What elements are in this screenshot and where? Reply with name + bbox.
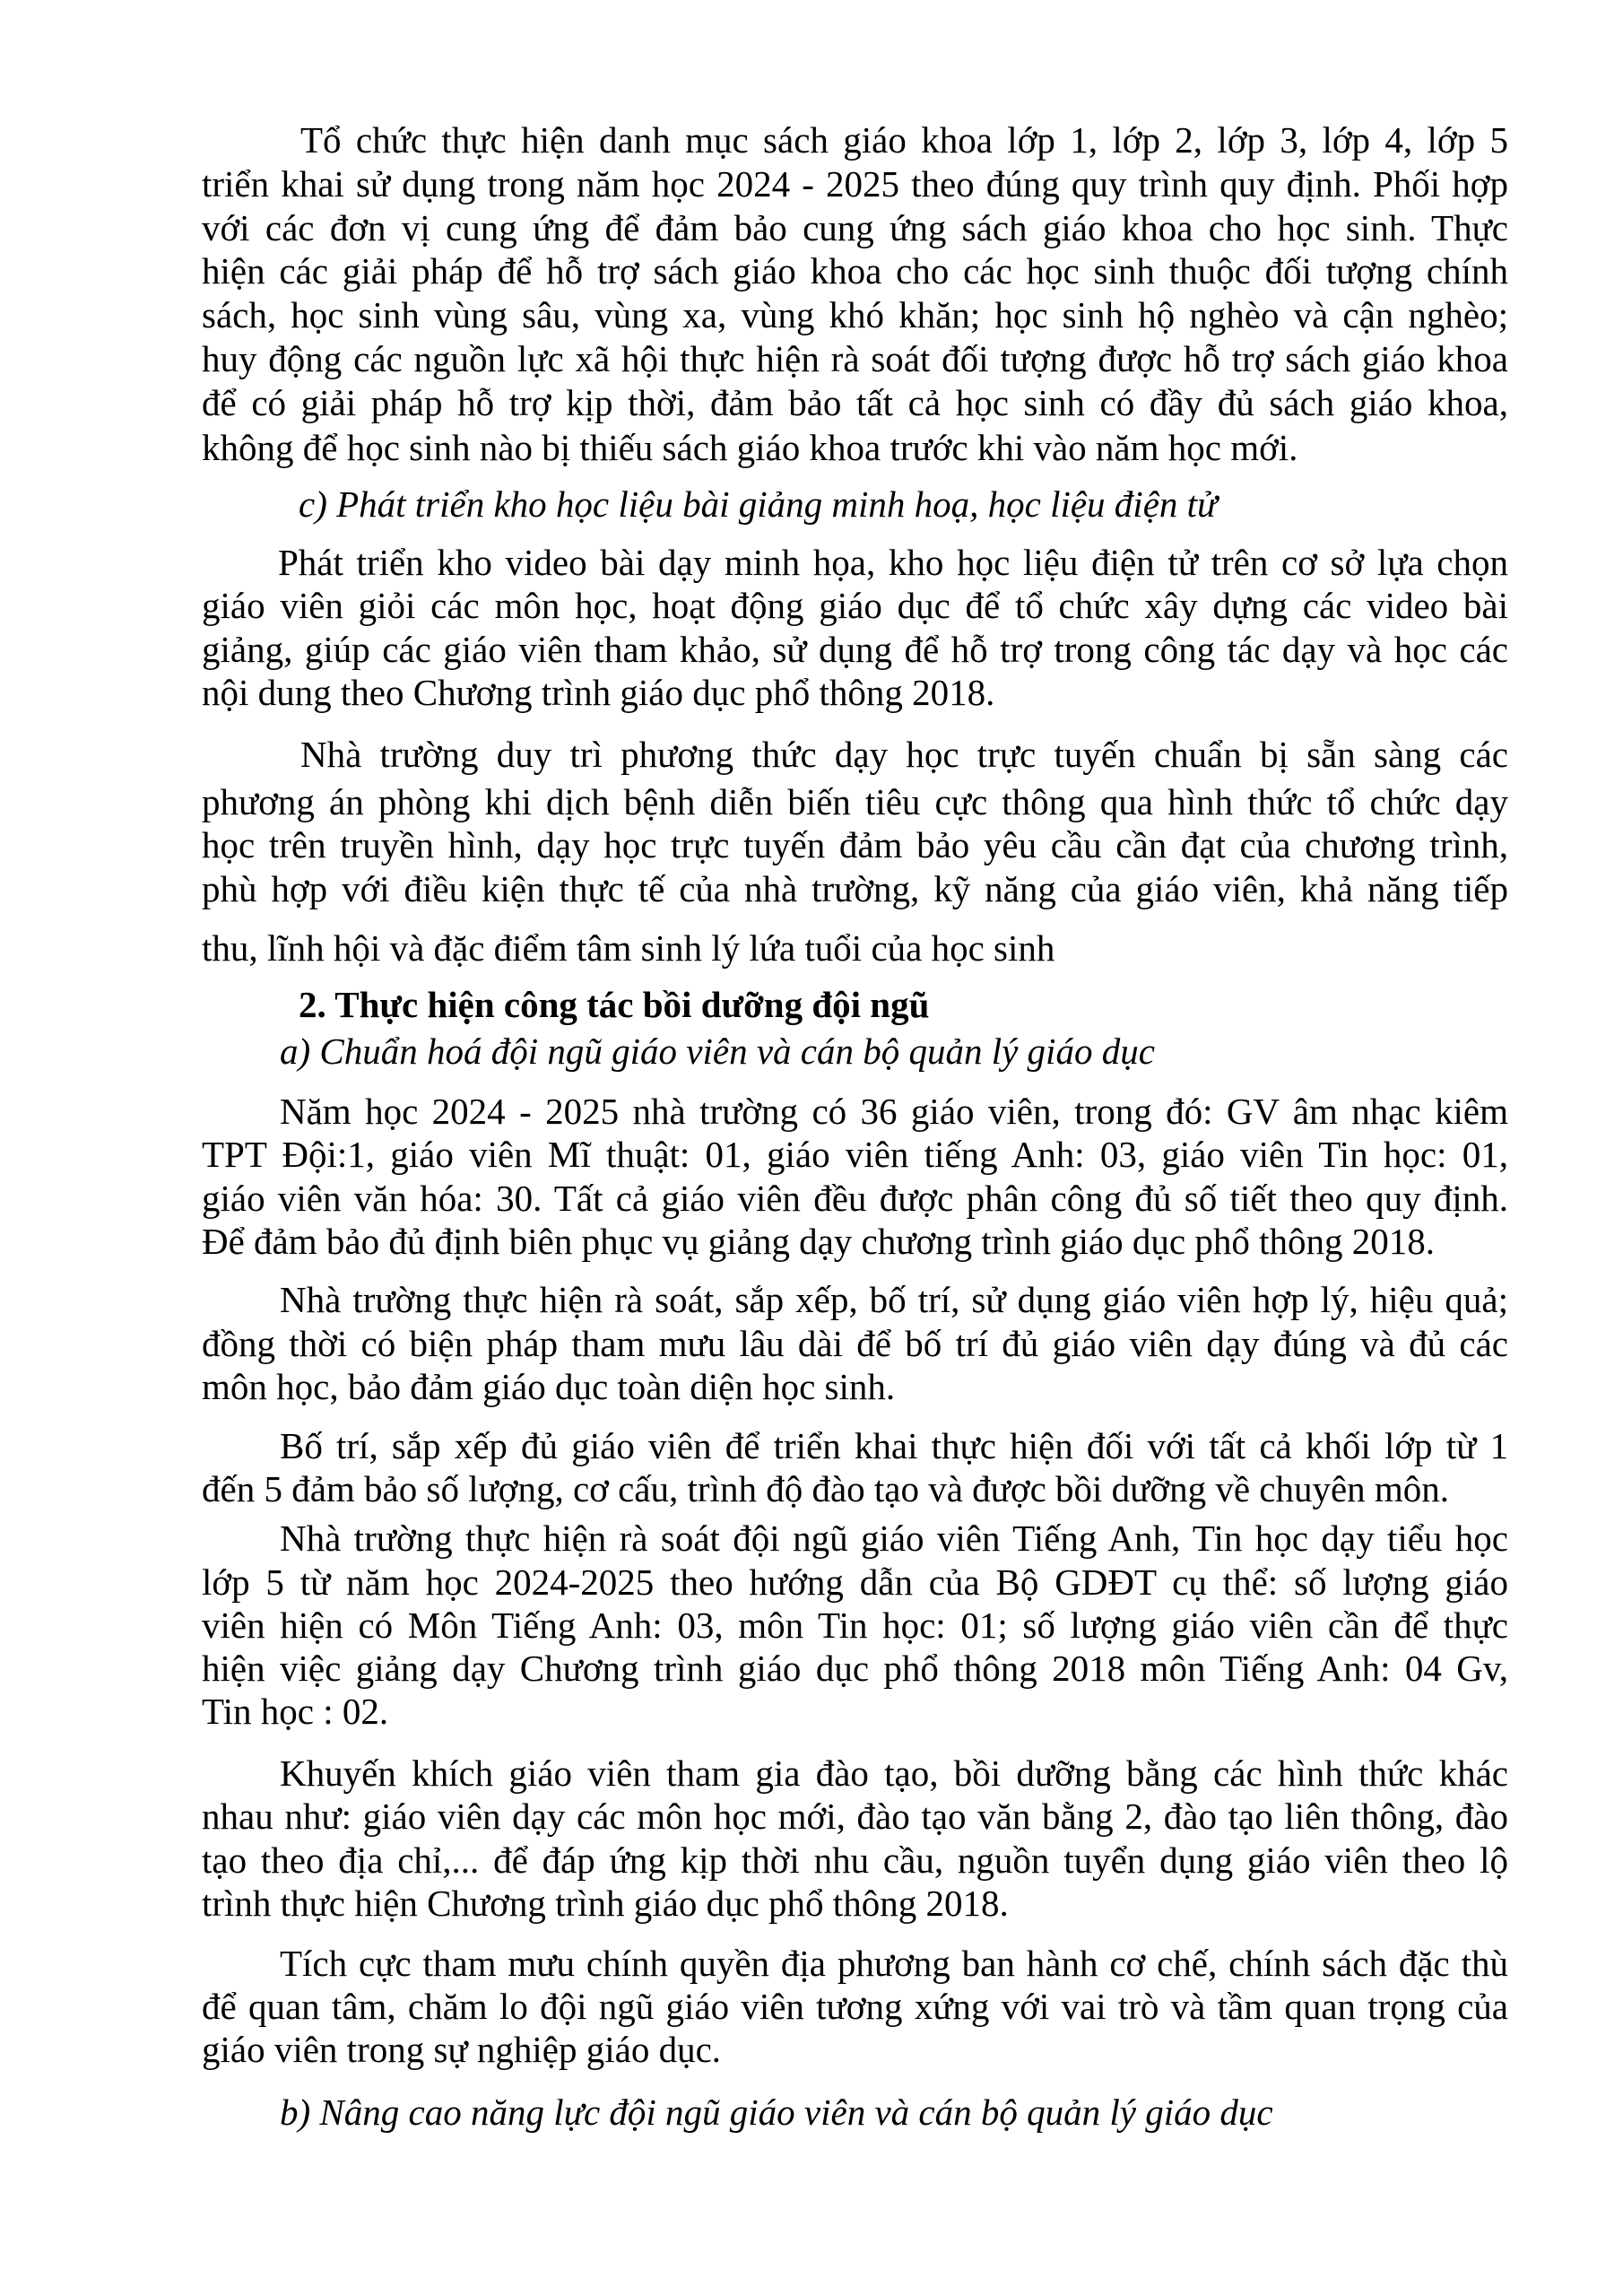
text-line: phù hợp với điều kiện thực tế của nhà trường, kỹ năng của giáo viên, khả năng tiếp bbox=[202, 868, 1508, 909]
text-line: đồng thời có biện pháp tham mưu lâu dài để bố trí đủ giáo viên dạy đúng và đủ các bbox=[202, 1323, 1508, 1364]
text-line: Tổ chức thực hiện danh mục sách giáo khoa lớp 1, lớp 2, lớp 3, lớp 4, lớp 5 bbox=[300, 119, 1508, 161]
text-line: lớp 5 từ năm học 2024-2025 theo hướng dẫn của Bộ GDĐT cụ thể: số lượng giáo bbox=[202, 1561, 1508, 1603]
text-line: viên hiện có Môn Tiếng Anh: 03, môn Tin học: 01; số lượng giáo viên cần để thực bbox=[202, 1605, 1508, 1646]
text-line: nội dung theo Chương trình giáo dục phổ thông 2018. bbox=[202, 672, 995, 713]
text-line: học trên truyền hình, dạy học trực tuyến đảm bảo yêu cầu cần đạt của chương trình, bbox=[202, 824, 1508, 865]
text-line: Để đảm bảo đủ định biên phục vụ giảng dạy chương trình giáo dục phổ thông 2018. bbox=[202, 1221, 1436, 1262]
subheading-b: b) Nâng cao năng lực đội ngũ giáo viên và cán bộ quản lý giáo dục bbox=[280, 2092, 1273, 2133]
text-line: môn học, bảo đảm giáo dục toàn diện học sinh. bbox=[202, 1366, 896, 1407]
text-line: Khuyến khích giáo viên tham gia đào tạo, bồi dưỡng bằng các hình thức khác bbox=[280, 1752, 1508, 1794]
text-line: thu, lĩnh hội và đặc điểm tâm sinh lý lứa tuổi của học sinh bbox=[202, 927, 1055, 969]
text-line: giáo viên trong sự nghiệp giáo dục. bbox=[202, 2029, 722, 2070]
text-line: Nhà trường duy trì phương thức dạy học trực tuyến chuẩn bị sẵn sàng các bbox=[300, 734, 1508, 775]
text-line: hiện việc giảng dạy Chương trình giáo dục phổ thông 2018 môn Tiếng Anh: 04 Gv, bbox=[202, 1648, 1508, 1689]
text-line: Năm học 2024 - 2025 nhà trường có 36 giáo viên, trong đó: GV âm nhạc kiêm bbox=[280, 1091, 1508, 1132]
section-heading-2: 2. Thực hiện công tác bồi dưỡng đội ngũ bbox=[299, 984, 930, 1025]
text-line: để quan tâm, chăm lo đội ngũ giáo viên tương xứng với vai trò và tầm quan trọng của bbox=[202, 1986, 1508, 2027]
text-line: với các đơn vị cung ứng để đảm bảo cung ứng sách giáo khoa cho học sinh. Thực bbox=[202, 207, 1508, 248]
text-line: không để học sinh nào bị thiếu sách giáo khoa trước khi vào năm học mới. bbox=[202, 427, 1298, 468]
text-line: triển khai sử dụng trong năm học 2024 - 2025 theo đúng quy trình quy định. Phối hợp bbox=[202, 163, 1508, 204]
text-line: huy động các nguồn lực xã hội thực hiện rà soát đối tượng được hỗ trợ sách giáo khoa bbox=[202, 338, 1508, 379]
text-line: đến 5 đảm bảo số lượng, cơ cấu, trình độ đào tạo và được bồi dưỡng về chuyên môn. bbox=[202, 1468, 1450, 1509]
text-line: nhau như: giáo viên dạy các môn học mới, đào tạo văn bằng 2, đào tạo liên thông, đào bbox=[202, 1796, 1508, 1837]
text-line: để có giải pháp hỗ trợ kịp thời, đảm bảo tất cả học sinh có đầy đủ sách giáo khoa, bbox=[202, 382, 1508, 423]
subheading-c: c) Phát triển kho học liệu bài giảng minh hoạ, học liệu điện tử bbox=[299, 483, 1218, 525]
text-line: phương án phòng khi dịch bệnh diễn biến tiêu cực thông qua hình thức tổ chức dạy bbox=[202, 781, 1508, 822]
text-line: Nhà trường thực hiện rà soát, sắp xếp, bố trí, sử dụng giáo viên hợp lý, hiệu quả; bbox=[280, 1279, 1508, 1320]
text-line: Nhà trường thực hiện rà soát đội ngũ giáo viên Tiếng Anh, Tin học dạy tiểu học bbox=[280, 1518, 1508, 1559]
text-line: giáo viên văn hóa: 30. Tất cả giáo viên đều được phân công đủ số tiết theo quy định. bbox=[202, 1178, 1508, 1219]
text-line: trình thực hiện Chương trình giáo dục phổ thông 2018. bbox=[202, 1883, 1009, 1924]
text-line: hiện các giải pháp để hỗ trợ sách giáo khoa cho các học sinh thuộc đối tượng chính bbox=[202, 250, 1508, 291]
text-line: Bố trí, sắp xếp đủ giáo viên để triển khai thực hiện đối với tất cả khối lớp từ 1 bbox=[280, 1425, 1508, 1466]
text-line: Phát triển kho video bài dạy minh họa, kho học liệu điện tử trên cơ sở lựa chọn bbox=[278, 542, 1508, 583]
text-line: TPT Đội:1, giáo viên Mĩ thuật: 01, giáo viên tiếng Anh: 03, giáo viên Tin học: 01, bbox=[202, 1134, 1508, 1175]
text-line: giáo viên giỏi các môn học, hoạt động giáo dục để tổ chức xây dựng các video bài bbox=[202, 585, 1508, 626]
subheading-a: a) Chuẩn hoá đội ngũ giáo viên và cán bộ quản lý giáo dục bbox=[280, 1031, 1155, 1072]
text-line: tạo theo địa chỉ,... để đáp ứng kịp thời nhu cầu, nguồn tuyển dụng giáo viên theo lộ bbox=[202, 1839, 1508, 1881]
text-line: giảng, giúp các giáo viên tham khảo, sử dụng để hỗ trợ trong công tác dạy và học các bbox=[202, 629, 1508, 670]
text-line: Tích cực tham mưu chính quyền địa phương ban hành cơ chế, chính sách đặc thù bbox=[280, 1943, 1508, 1984]
text-line: Tin học : 02. bbox=[202, 1691, 389, 1732]
text-line: sách, học sinh vùng sâu, vùng xa, vùng khó khăn; học sinh hộ nghèo và cận nghèo; bbox=[202, 294, 1508, 335]
